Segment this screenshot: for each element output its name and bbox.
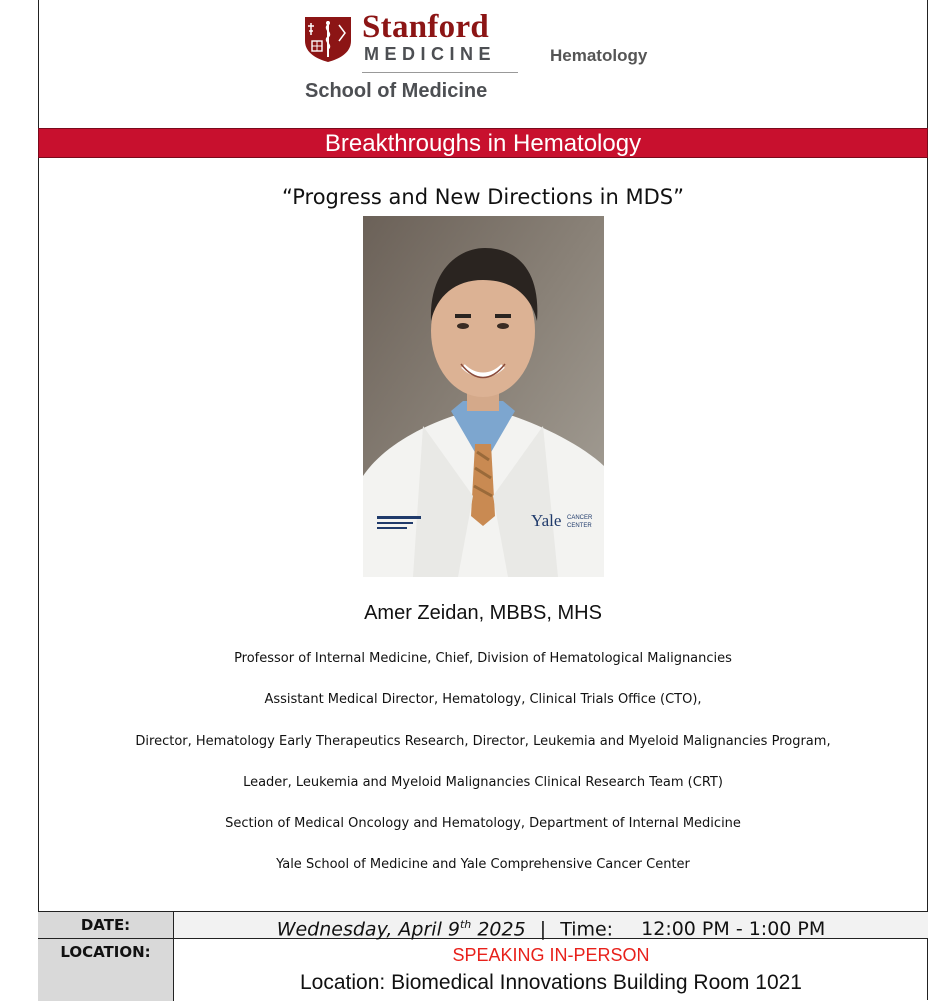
date-time-value	[174, 912, 928, 941]
brand-wordmark: Stanford	[362, 9, 490, 45]
logo-divider	[362, 72, 518, 73]
date-time-separator: |	[539, 918, 547, 941]
event-details-table	[38, 911, 928, 1000]
svg-text:CENTER: CENTER	[567, 523, 592, 529]
location-place: Location: Biomedical Innovations Building Room 1021	[300, 971, 802, 994]
event-year: 2025	[477, 918, 526, 941]
date-label: DATE:	[38, 912, 174, 938]
speaker-role-3: Director, Hematology Early Therapeutics Research, Director, Leukemia and Myeloid Malignancies Program,	[135, 734, 831, 749]
event-time: 12:00 PM - 1:00 PM	[641, 918, 826, 941]
stanford-shield-icon	[303, 15, 353, 63]
talk-title: “Progress and New Directions in MDS”	[282, 185, 684, 209]
brand-subtitle: MEDICINE	[364, 44, 497, 64]
time-label: Time:	[560, 918, 614, 941]
speaker-photo	[363, 216, 604, 577]
header	[0, 0, 952, 126]
date-row	[38, 912, 928, 939]
speaker-role-2: Assistant Medical Director, Hematology, Clinical Trials Office (CTO),	[264, 692, 702, 707]
speaker-role-6: Yale School of Medicine and Yale Comprehensive Cancer Center	[276, 857, 690, 872]
speaker-role-1: Professor of Internal Medicine, Chief, Division of Hematological Malignancies	[234, 651, 732, 666]
speaker-name: Amer Zeidan, MBBS, MHS	[364, 602, 602, 624]
school-name: School of Medicine	[305, 80, 488, 102]
event-date: Wednesday, April 9	[276, 918, 460, 941]
speaker-role-5: Section of Medical Oncology and Hematology, Department of Internal Medicine	[225, 816, 741, 831]
location-label: LOCATION:	[38, 939, 174, 1001]
svg-text:CANCER: CANCER	[567, 515, 593, 521]
department-name: Hematology	[550, 46, 648, 65]
location-mode: SPEAKING IN-PERSON	[452, 945, 650, 965]
series-banner: Breakthroughs in Hematology	[38, 128, 928, 158]
speaker-role-4: Leader, Leukemia and Myeloid Malignancies Clinical Research Team (CRT)	[243, 775, 723, 790]
svg-text:Yale: Yale	[531, 511, 562, 530]
event-date-suffix: th	[459, 918, 472, 931]
